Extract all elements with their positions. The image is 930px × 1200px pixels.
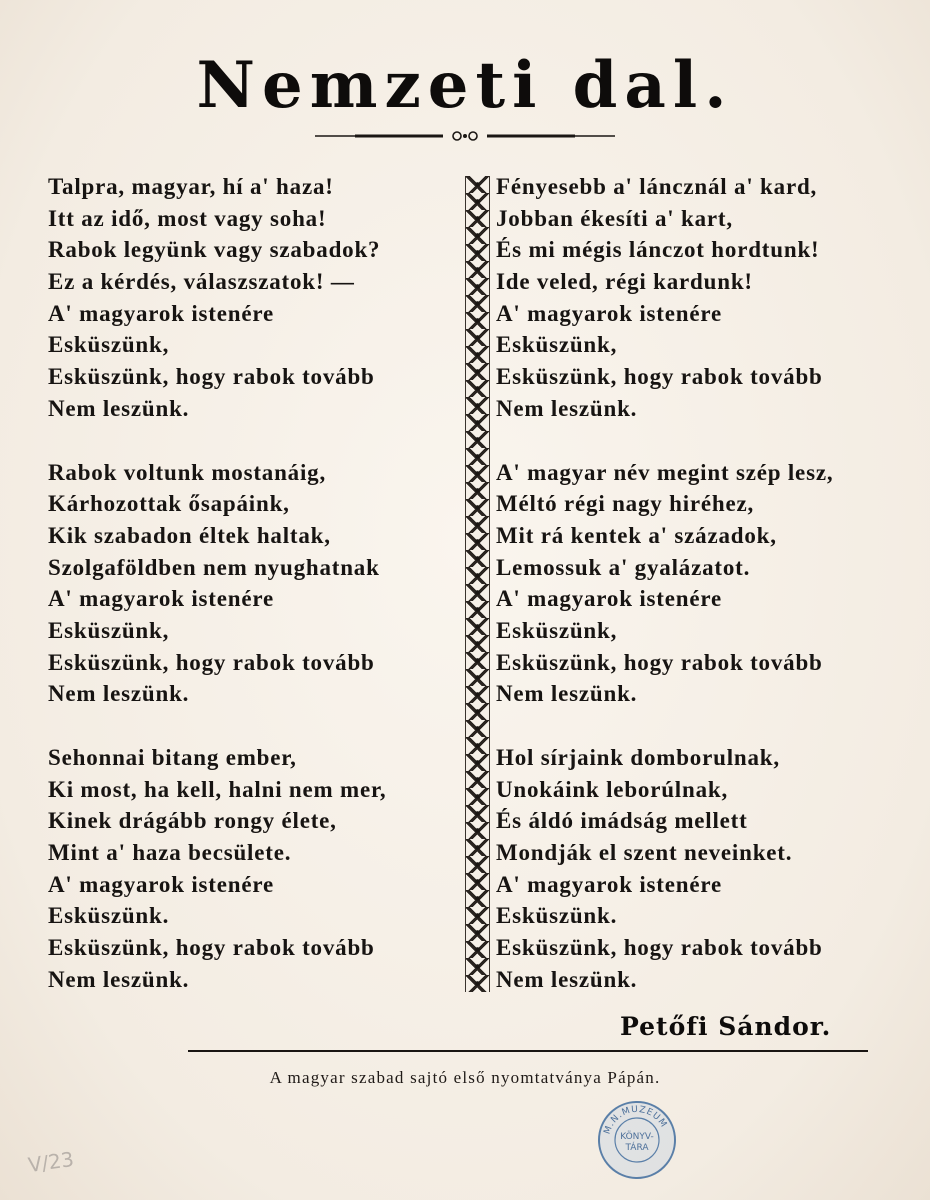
- verse-line: Rabok legyünk vagy szabadok?: [48, 237, 381, 263]
- verse-line: Ide veled, régi kardunk!: [496, 269, 753, 295]
- verse-line: A' magyarok istenére: [496, 300, 722, 326]
- verse-line: Esküszünk,: [496, 332, 618, 358]
- verse-line: Sehonnai bitang ember,: [48, 745, 297, 770]
- verse-line: Nem leszünk.: [48, 966, 190, 992]
- left-column: [48, 171, 458, 1028]
- author-signature: Petőfi Sándor.: [620, 1012, 832, 1041]
- verse-line: Hol sírjaink domborulnak,: [496, 745, 780, 770]
- stanza: [48, 171, 458, 425]
- verse-line: Rabok voltunk mostanáig,: [48, 459, 327, 485]
- verse-line: Kárhozottak ősapáink,: [48, 491, 290, 517]
- verse-line: Szolgaföldben nem nyughatnak: [48, 554, 380, 580]
- verse-line: Mint a' haza becsülete.: [48, 840, 292, 866]
- verse-line: Esküszünk, hogy rabok tovább: [496, 364, 823, 390]
- verse-line: Esküszünk, hogy rabok tovább: [48, 935, 375, 961]
- verse-line: Ez a kérdés, válaszszatok! —: [48, 269, 355, 295]
- verse-line: Esküszünk,: [48, 332, 170, 358]
- stamp-center-line-1: KÖNYV-: [620, 1132, 654, 1142]
- verse-line: Esküszünk, hogy rabok tovább: [48, 364, 375, 390]
- verse-line: Nem leszünk.: [496, 966, 638, 992]
- verse-line: Méltó régi nagy hiréhez,: [496, 491, 755, 517]
- title-flourish: [315, 127, 615, 145]
- verse-line: Lemossuk a' gyalázatot.: [496, 554, 751, 580]
- stanza: [48, 742, 458, 996]
- museum-stamp: [596, 1099, 678, 1181]
- verse-line: Ki most, ha kell, halni nem mer,: [48, 776, 387, 802]
- verse-line: Mondják el szent neveinket.: [496, 840, 793, 866]
- verse-line: Nem leszünk.: [496, 681, 638, 707]
- stanza: [496, 457, 916, 711]
- verse-line: Mit rá kentek a' századok,: [496, 522, 777, 548]
- verse-line: Nem leszünk.: [496, 395, 638, 421]
- verse-line: Fényesebb a' láncznál a' kard,: [496, 174, 818, 199]
- imprint-line: A magyar szabad sajtó első nyomtatványa Pápán.: [269, 1068, 661, 1087]
- verse-line: Unokáink leborúlnak,: [496, 776, 729, 802]
- stamp-center-line-2: TÁRA: [625, 1143, 649, 1153]
- stamp-ring-text: M.N.MUZEUM: [602, 1104, 669, 1136]
- verse-line: Itt az idő, most vagy soha!: [48, 205, 327, 231]
- stanza: [48, 457, 458, 711]
- verse-line: Nem leszünk.: [48, 681, 190, 707]
- verse-line: Nem leszünk.: [48, 395, 190, 421]
- verse-line: Kik szabadon éltek haltak,: [48, 522, 331, 548]
- verse-line: Esküszünk, hogy rabok tovább: [496, 649, 823, 675]
- footer-rule: [188, 1050, 868, 1052]
- verse-line: A' magyarok istenére: [48, 871, 274, 897]
- right-column: [496, 171, 916, 1028]
- verse-line: A' magyarok istenére: [48, 586, 274, 612]
- verse-line: És mi mégis lánczot hordtunk!: [496, 237, 820, 263]
- verse-line: Esküszünk.: [48, 903, 170, 929]
- verse-line: Jobban ékesíti a' kart,: [496, 205, 733, 231]
- stanza: [496, 742, 916, 996]
- verse-line: És áldó imádság mellett: [496, 808, 748, 834]
- ornamental-column-divider: [465, 176, 490, 992]
- verse-line: Kinek drágább rongy élete,: [48, 808, 337, 834]
- verse-line: Esküszünk,: [496, 617, 618, 643]
- stanza: [496, 171, 916, 425]
- verse-line: A' magyarok istenére: [48, 300, 274, 326]
- verse-line: Esküszünk,: [48, 617, 170, 643]
- shelfmark-pencil-note: V/23: [26, 1146, 76, 1178]
- verse-line: Esküszünk, hogy rabok tovább: [496, 935, 823, 961]
- poem-title: Nemzeti dal.: [196, 48, 734, 123]
- verse-line: Esküszünk.: [496, 903, 618, 929]
- verse-line: Esküszünk, hogy rabok tovább: [48, 649, 375, 675]
- verse-line: A' magyarok istenére: [496, 586, 722, 612]
- verse-line: A' magyar név megint szép lesz,: [496, 459, 834, 485]
- verse-line: Talpra, magyar, hí a' haza!: [48, 174, 334, 199]
- verse-line: A' magyarok istenére: [496, 871, 722, 897]
